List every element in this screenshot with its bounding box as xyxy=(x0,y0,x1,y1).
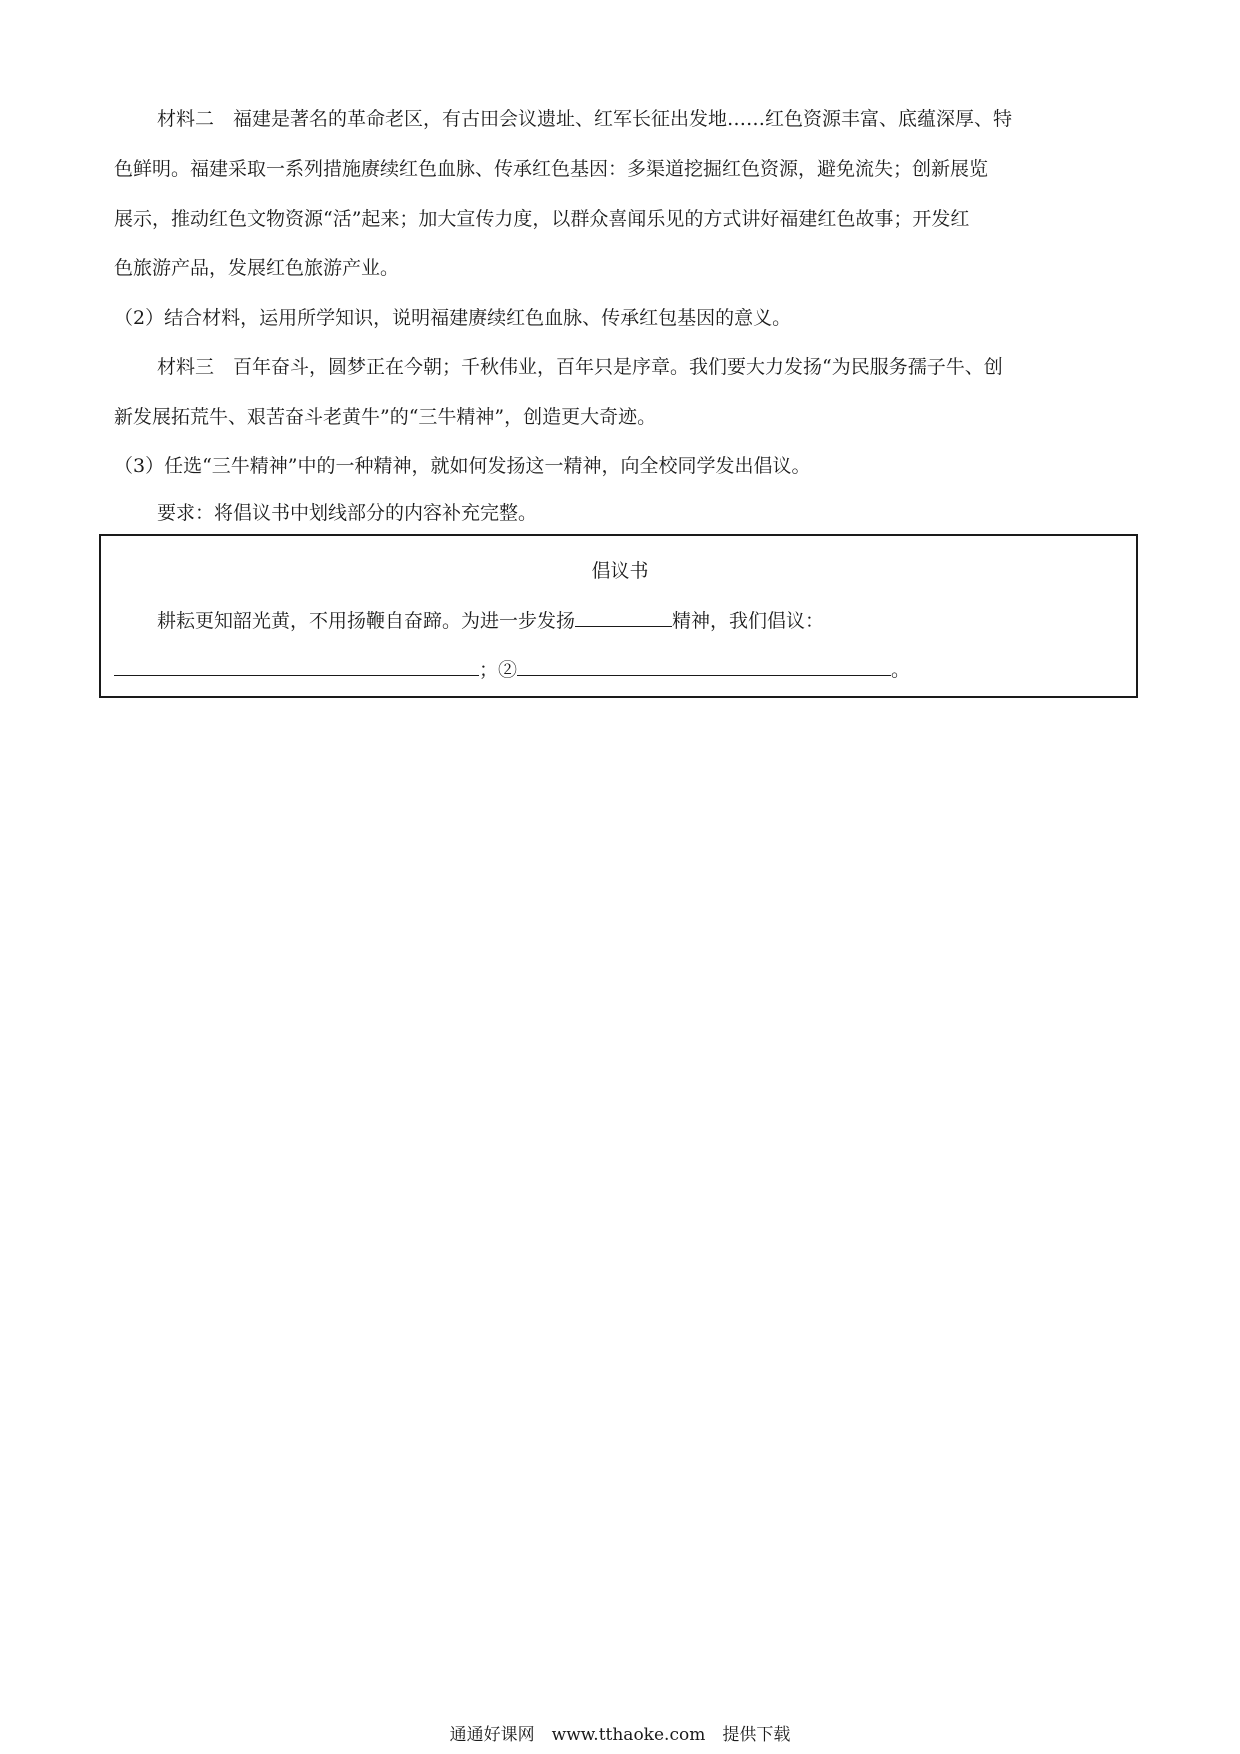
spirit-blank[interactable] xyxy=(575,608,672,627)
proposal-line1-tail: 精神，我们倡议： xyxy=(672,610,825,632)
proposal-line1-text: 耕耘更知韶光黄，不用扬鞭自奋蹄。为进一步发扬 xyxy=(157,610,576,632)
question-3: （3）任选“三牛精神”中的一种精神，就如何发扬这一精神，向全校同学发出倡议。 xyxy=(114,455,811,477)
separator: ； xyxy=(479,659,499,681)
material2-line3: 展示，推动红色文物资源“活”起来；加大宣传力度，以群众喜闻乐见的方式讲好福建红色故事；开发红 xyxy=(114,208,970,230)
material2-line4: 色旅游产品，发展红色旅游产业。 xyxy=(114,257,400,279)
material2-line2: 色鲜明。福建采取一系列措施赓续红色血脉、传承红色基因：多渠道挖掘红色资源，避免流失；创新展览 xyxy=(114,158,989,180)
question-2: （2）结合材料，运用所学知识，说明福建赓续红色血脉、传承红包基因的意义。 xyxy=(114,307,792,329)
material3-line2: 新发展拓荒牛、艰苦奋斗老黄牛”的“三牛精神”，创造更大奇迹。 xyxy=(114,406,657,428)
item1-blank[interactable] xyxy=(114,657,479,676)
item2-blank[interactable] xyxy=(517,657,891,676)
end-mark: 。 xyxy=(891,659,911,681)
proposal-line1 xyxy=(157,608,824,633)
footer: 通通好课网 www.tthaoke.com 提供下载 xyxy=(449,1725,791,1745)
proposal-line2 xyxy=(114,657,910,682)
material3-line1: 材料三 百年奋斗，圆梦正在今朝；千秋伟业，百年只是序章。我们要大力发扬“为民服务孺子牛、创 xyxy=(157,356,1003,378)
proposal-title: 倡议书 xyxy=(591,560,649,582)
material2-line1: 材料二 福建是著名的革命老区，有古田会议遗址、红军长征出发地……红色资源丰富、底蕴深厚、特 xyxy=(157,108,1013,130)
requirement: 要求：将倡议书中划线部分的内容补充完整。 xyxy=(157,502,538,524)
item2-marker: ② xyxy=(498,659,518,681)
